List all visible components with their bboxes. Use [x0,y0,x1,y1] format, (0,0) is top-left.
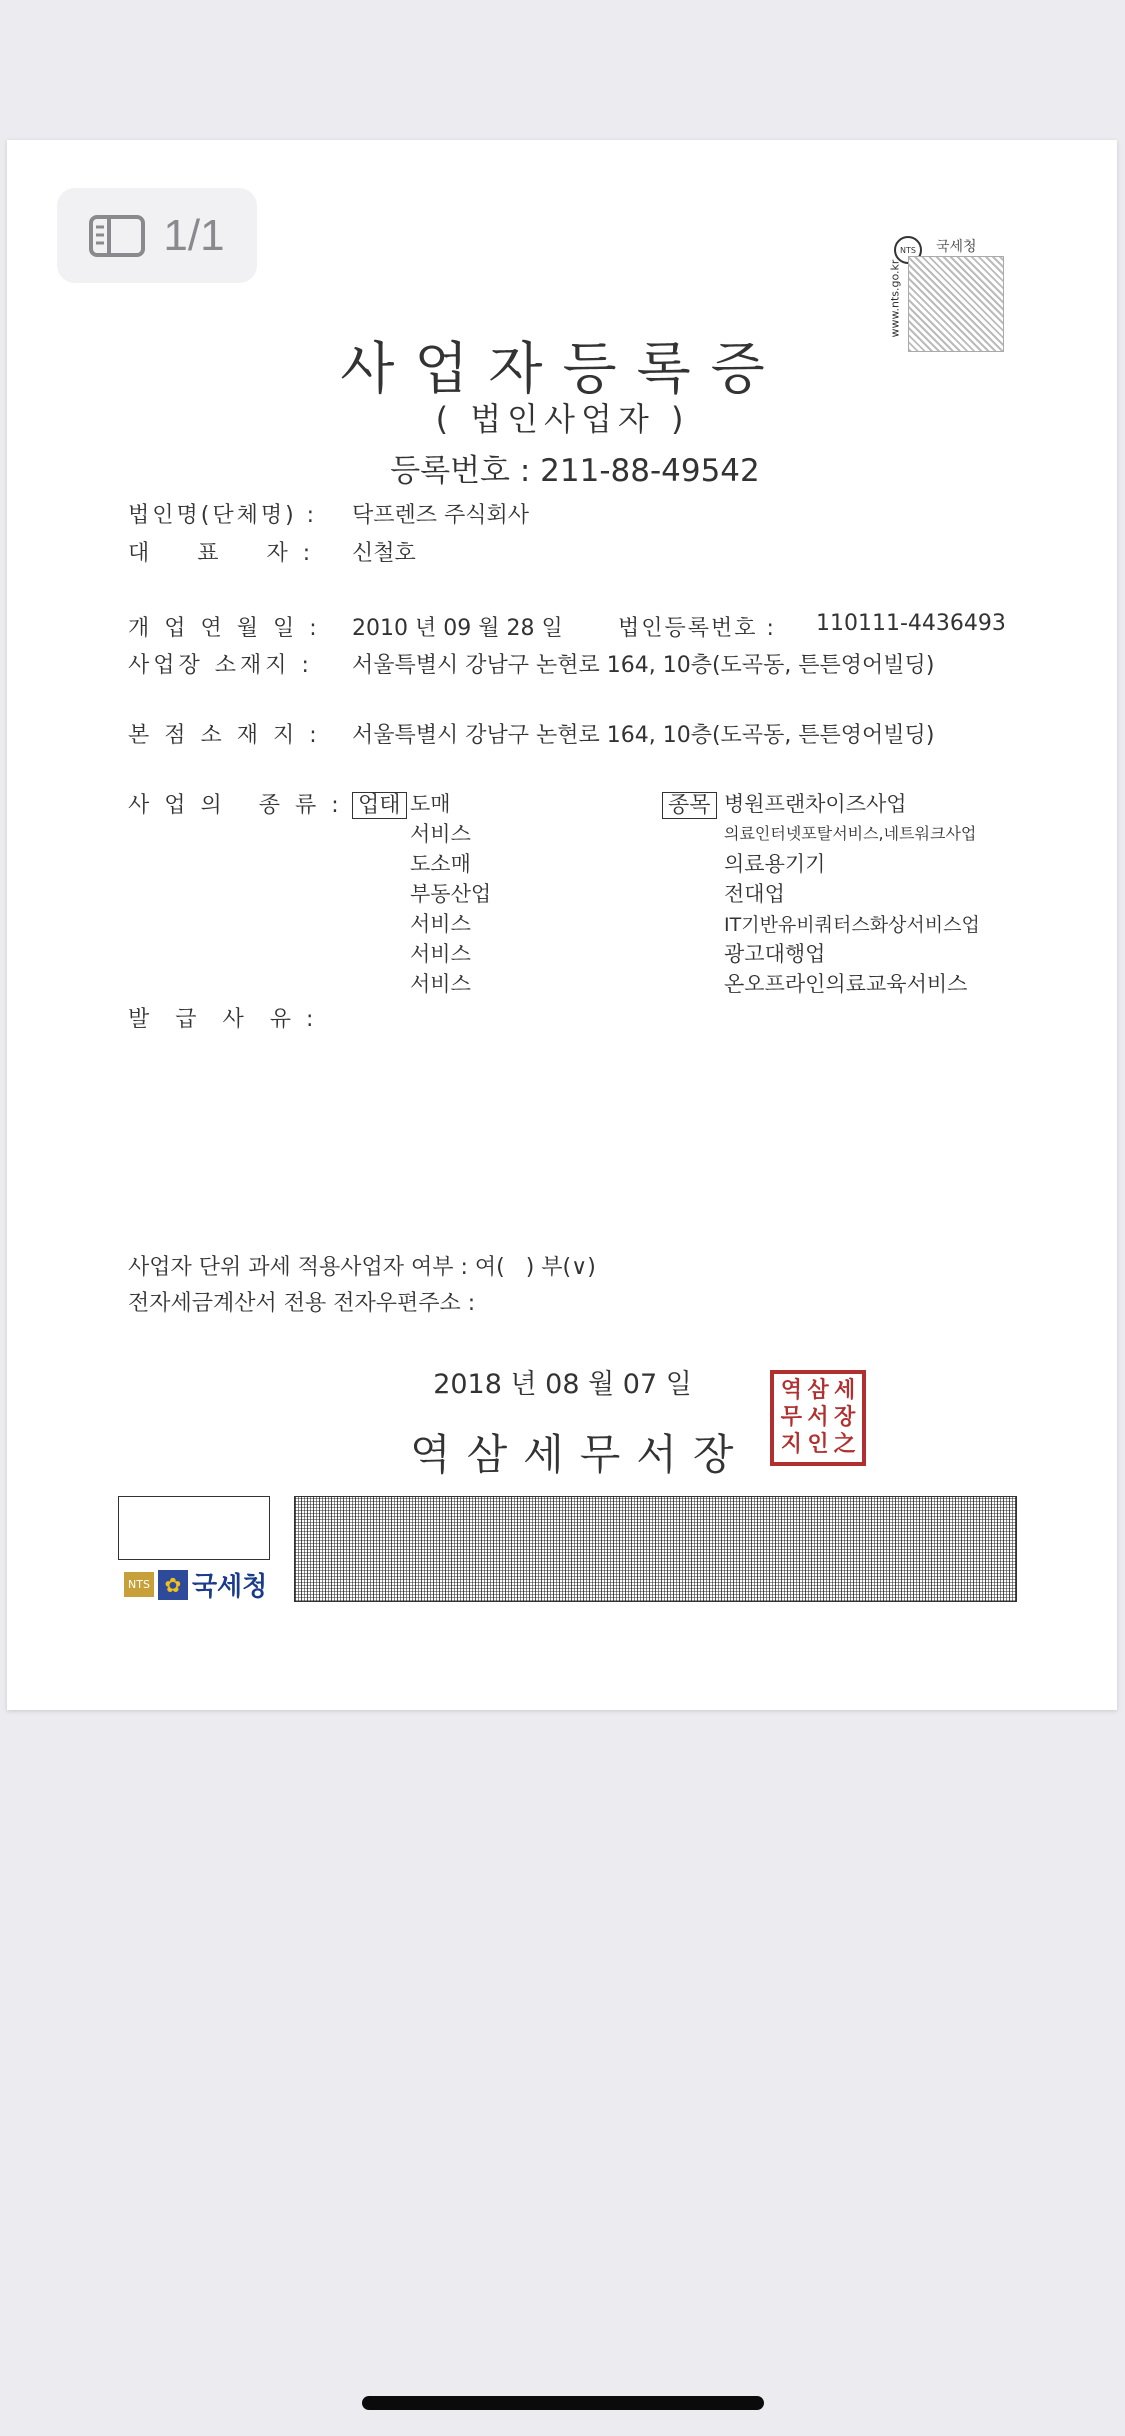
uptae-item: 부동산업 [410,882,492,906]
nts-mark-label: 국세청 [936,239,977,255]
seal-char: 之 [833,1431,856,1457]
jongmok-tag [662,788,717,819]
nts-logo-name: 국세청 [191,1572,268,1602]
page-indicator[interactable] [57,188,257,283]
document-title: 사업자등록증 [340,337,785,402]
seal-char: 인 [807,1431,829,1457]
corp-regno-value: 110111-4436493 [816,611,1006,636]
registration-number: 등록번호 : 211-88-49542 [390,453,760,489]
email-label: 전자세금계산서 전용 전자우편주소 : [128,1291,476,1316]
nts-url: www.nts.go.kr [888,259,902,338]
seal-char: 세 [834,1378,856,1404]
uptae-item: 서비스 [410,912,471,936]
business-type-label: 사 업 의 종 류 : [128,793,343,818]
official-seal [770,1370,866,1466]
sidebar-icon [89,215,145,257]
single-tax-label: 사업자 단위 과세 적용사업자 여부 : 여( ) 부(∨) [128,1255,596,1280]
tax-office-name: 역삼세무서장 [410,1430,750,1479]
jongmok-tag-text: 종목 [662,792,717,819]
seal-char: 지 [780,1431,802,1457]
corp-name-label: 법인명(단체명) : [128,503,318,528]
business-address-value: 서울특별시 강남구 논현로 164, 10층(도곡동, 튼튼영어빌딩) [352,653,935,678]
uptae-item: 서비스 [410,972,471,996]
nts-logo [124,1566,267,1603]
home-indicator[interactable] [362,2396,764,2410]
nts-badge: NTS [124,1572,154,1597]
seal-char: 무 [780,1404,802,1430]
issue-date: 2018 년 08 월 07 일 [433,1369,692,1400]
jongmok-item: 광고대행업 [724,942,826,966]
uptae-tag [352,788,407,819]
uptae-item: 서비스 [410,822,471,846]
security-barcode [294,1496,1017,1602]
hq-address-label: 본 점 소 재 지 : [128,723,321,748]
jongmok-item: IT기반유비쿼터스화상서비스업 [724,914,980,936]
blank-box [118,1496,270,1560]
hq-address-value: 서울특별시 강남구 논현로 164, 10층(도곡동, 튼튼영어빌딩) [352,723,935,748]
page-count: 1/1 [163,210,225,260]
jongmok-item: 병원프랜차이즈사업 [724,792,907,816]
corp-name-value: 닥프렌즈 주식회사 [352,503,530,528]
business-address-label: 사업장 소재지 : [128,653,313,678]
seal-char: 역 [780,1378,802,1404]
seal-char: 서 [807,1404,829,1430]
uptae-item: 서비스 [410,942,471,966]
nts-circle-logo: NTS [894,236,922,264]
uptae-item: 도소매 [410,852,471,876]
representative-value: 신철호 [352,541,416,566]
corp-regno-label: 법인등록번호 : [618,616,776,641]
open-date-label: 개 업 연 월 일 : [128,616,321,641]
open-date-value: 2010 년 09 월 28 일 [352,616,563,641]
seal-char: 삼 [807,1378,829,1404]
jongmok-item: 전대업 [724,882,785,906]
jongmok-item: 의료용기기 [724,852,826,876]
seal-char: 장 [834,1404,856,1430]
uptae-item: 도매 [410,792,451,816]
uptae-tag-text: 업태 [352,792,407,819]
document-subtitle: ( 법인사업자 ) [435,400,690,438]
flower-icon: ✿ [158,1570,188,1600]
representative-label: 대 표 자 : [128,541,315,566]
issue-reason-label: 발 급 사 유 : [128,1007,318,1032]
jongmok-item: 온오프라인의료교육서비스 [724,972,968,996]
jongmok-item: 의료인터넷포탈서비스,네트워크사업 [724,824,977,843]
